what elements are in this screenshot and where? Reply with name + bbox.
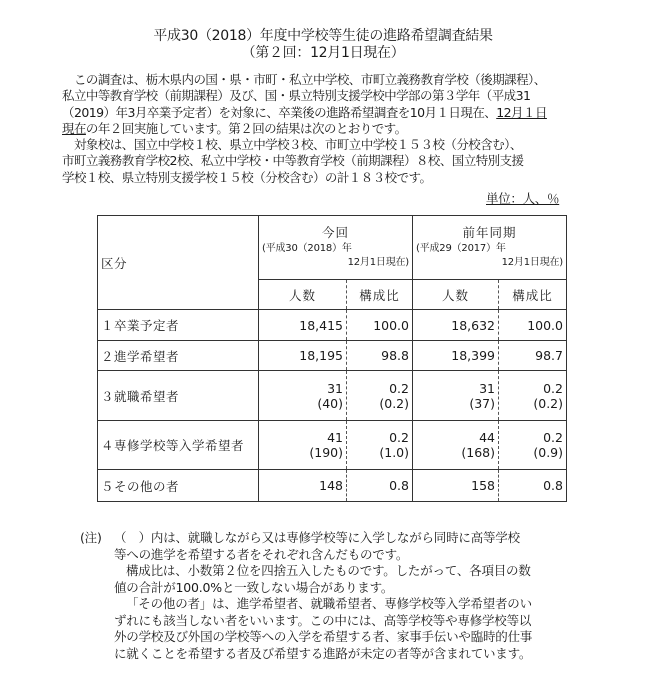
table-row — [98, 310, 567, 341]
note-line: 外の学校及び外国の学校等への入学を希望する者、家事手伝いや臨時的仕事 — [114, 629, 533, 644]
previous-ratio-cell: 0.8 — [499, 470, 567, 502]
survey-results-table — [97, 215, 567, 502]
concurrent-count: (40) — [317, 395, 343, 411]
previous-period-date-line1: (平成29（2017）年 — [416, 242, 506, 254]
current-ratio-cell: 100.0 — [347, 310, 413, 341]
previous-period-name: 前年同期 — [462, 224, 517, 240]
current-ratio-cell: 0.8 — [347, 470, 413, 502]
note-line: 等への進学を希望する者をそれぞれ含んだものです。 — [114, 546, 409, 562]
current-period-header — [259, 216, 413, 280]
previous-period-date-line2: 12月1日現在) — [501, 256, 563, 268]
target-schools-line: 市町立義務教育学校2校、私立中学校・中等教育学校（前期課程）８校、国立特別支援 — [62, 153, 524, 169]
current-ratio-cell: 0.2 (1.0) — [347, 421, 413, 470]
intro-paragraph — [62, 72, 602, 186]
row-label: ３就職希望者 — [98, 371, 259, 421]
previous-count-cell: 18,632 — [413, 310, 499, 341]
concurrent-ratio: (1.0) — [379, 445, 409, 460]
current-ratio-header: 構成比 — [347, 280, 413, 310]
current-count-cell: 18,195 — [259, 341, 347, 371]
table-row — [98, 470, 567, 502]
table-row — [98, 421, 567, 470]
current-period-date-line1: (平成30（2018）年 — [262, 242, 352, 254]
note-line: に就くことを希望する者及び希望する進路が未定の者等が含まれています。 — [114, 645, 532, 661]
current-count-header: 人数 — [259, 280, 347, 310]
category-header: 区分 — [98, 216, 259, 310]
previous-count-cell: 18,399 — [413, 341, 499, 371]
intro-line-text: （2019）年3月卒業予定者）を対象に、卒業後の進路希望調査を10月１日現在、 — [62, 104, 497, 120]
underlined-date-suffix: 現在 — [62, 120, 86, 136]
target-schools-line: 学校１校、県立特別支援学校１５校（分校含む）の計１８３校です。 — [62, 169, 432, 185]
previous-ratio-cell: 0.2 (0.9) — [499, 421, 567, 470]
previous-count-cell: 158 — [413, 470, 499, 502]
previous-ratio-cell: 100.0 — [499, 310, 567, 341]
previous-ratio-cell: 0.2 (0.2) — [499, 371, 567, 421]
concurrent-count: (37) — [469, 395, 495, 411]
previous-count-cell: 31 (37) — [413, 371, 499, 421]
previous-period-header — [413, 216, 567, 280]
row-label: ２進学希望者 — [98, 341, 259, 371]
note-line: ずれにも該当しない者をいいます。この中には、高等学校等や専修学校等以 — [114, 612, 532, 628]
current-period-name: 今回 — [321, 224, 349, 240]
note-mark: (注) — [80, 530, 102, 545]
current-ratio-cell: 98.8 — [347, 341, 413, 371]
concurrent-count: (190) — [309, 445, 343, 460]
notes-section — [80, 530, 600, 662]
note-line: 値の合計が100.0%と一致しない場合があります。 — [114, 579, 394, 595]
previous-count-cell: 44 (168) — [413, 421, 499, 470]
row-label: ４専修学校等入学希望者 — [98, 421, 259, 470]
table-row — [98, 371, 567, 421]
current-count-cell: 18,415 — [259, 310, 347, 341]
intro-line: この調査は、栃木県内の国・県・市町・私立中学校、市町立義務教育学校（後期課程）、 — [62, 72, 546, 87]
row-label: ５その他の者 — [98, 470, 259, 502]
previous-ratio-cell: 98.7 — [499, 341, 567, 371]
target-schools-line: 対象校は、国立中学校１校、県立中学校３校、市町立中学校１５３校（分校含む）、 — [62, 137, 522, 153]
unit-label: 単位：人、％ — [486, 191, 560, 206]
current-period-date-line2: 12月1日現在) — [347, 256, 409, 268]
intro-line-text: の年２回実施しています。第２回の結果は次のとおりです。 — [85, 120, 407, 136]
previous-count-header: 人数 — [413, 280, 499, 310]
document-subtitle: （第２回：12月1日現在） — [241, 45, 405, 61]
concurrent-count: (168) — [461, 445, 495, 460]
table-header-row — [98, 216, 567, 280]
current-ratio-cell: 0.2 (0.2) — [347, 371, 413, 421]
intro-line: 私立中等教育学校（前期課程）及び、国・県立特別支援学校中学部の第３学年（平成31 — [62, 88, 531, 104]
intro-line — [62, 105, 602, 121]
intro-line — [62, 121, 602, 137]
note-line: 「その他の者」は、進学希望者、就職希望者、専修学校等入学希望者のい — [126, 596, 532, 611]
row-label: １卒業予定者 — [98, 310, 259, 341]
underlined-date: 12月１日 — [496, 104, 547, 120]
document-title: 平成30（2018）年度中学校等生徒の進路希望調査結果 — [153, 28, 493, 44]
current-count-cell: 31 (40) — [259, 371, 347, 421]
concurrent-ratio: (0.9) — [533, 445, 563, 460]
current-count-cell: 148 — [259, 470, 347, 502]
note-line — [80, 530, 600, 547]
previous-ratio-header: 構成比 — [499, 280, 567, 310]
current-count-cell: 41 (190) — [259, 421, 347, 470]
concurrent-ratio: (0.2) — [379, 395, 409, 411]
table-row — [98, 341, 567, 371]
note-line: 構成比は、小数第２位を四捨五入したものです。したがって、各項目の数 — [126, 563, 531, 578]
concurrent-ratio: (0.2) — [533, 395, 563, 411]
note-text: （ ）内は、就職しながら又は専修学校等に入学しながら同時に高等学校 — [114, 530, 520, 545]
